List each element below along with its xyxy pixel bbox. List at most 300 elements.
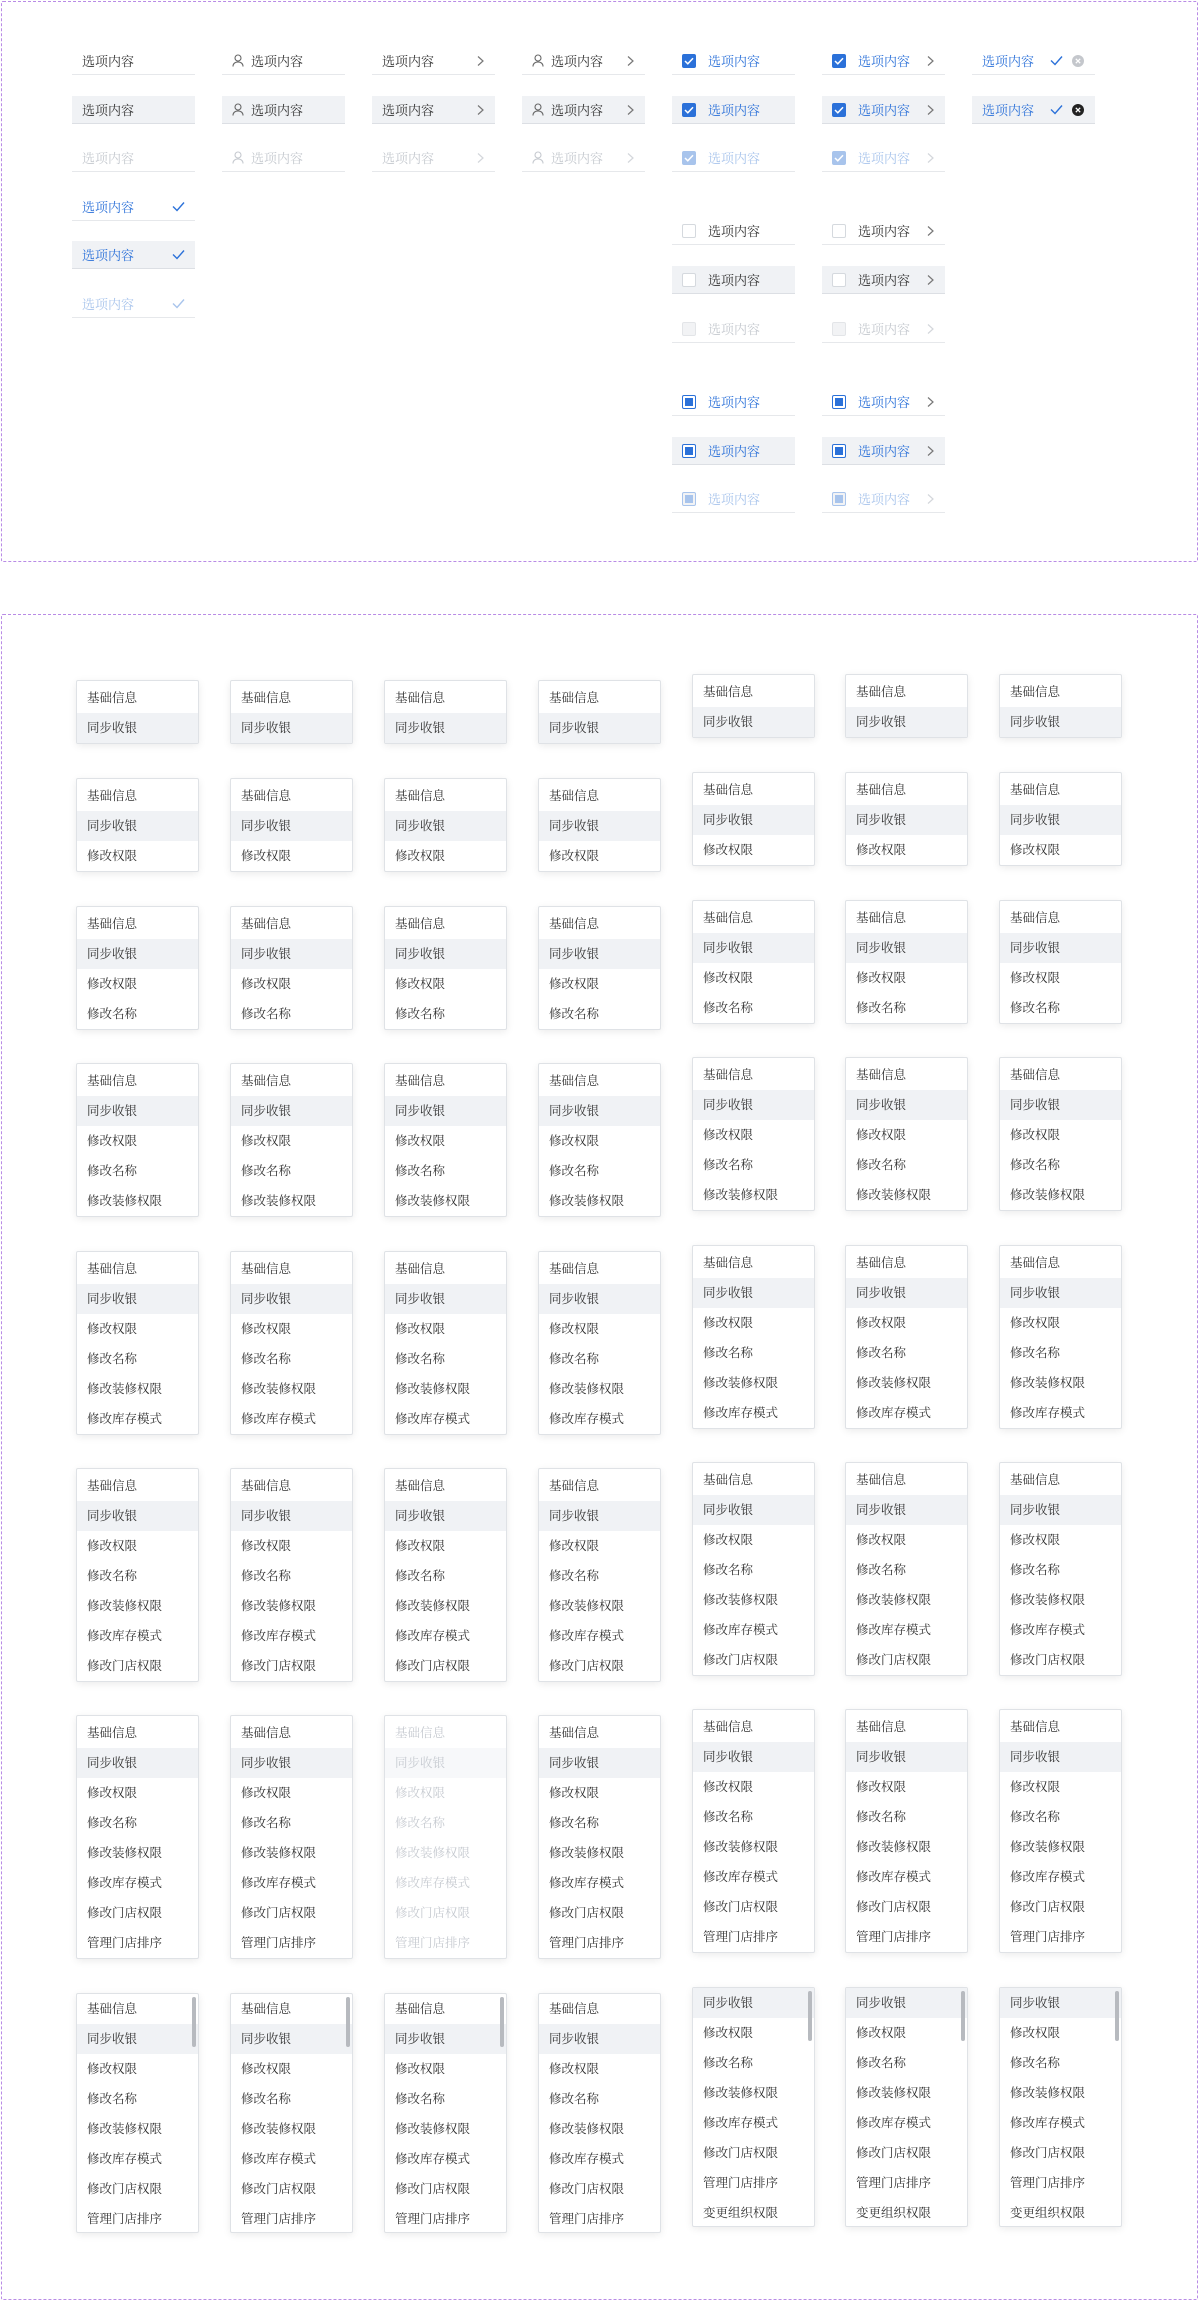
dropdown-item[interactable]: 基础信息 bbox=[856, 1067, 907, 1082]
dropdown-item[interactable]: 修改权限 bbox=[1010, 2025, 1061, 2040]
dropdown-item[interactable]: 修改门店权限 bbox=[395, 1658, 471, 1673]
select-option[interactable] bbox=[972, 96, 1095, 124]
dropdown-item[interactable]: 修改权限 bbox=[1010, 970, 1061, 985]
dropdown-item[interactable]: 基础信息 bbox=[549, 1261, 600, 1276]
dropdown-item[interactable]: 基础信息 bbox=[241, 1478, 292, 1493]
dropdown-item[interactable]: 修改库存模式 bbox=[1010, 1869, 1086, 1884]
dropdown-item[interactable]: 基础信息 bbox=[549, 2001, 600, 2016]
dropdown-item[interactable]: 修改门店权限 bbox=[1010, 2145, 1086, 2160]
dropdown-item[interactable]: 同步收银 bbox=[539, 1748, 660, 1778]
checkbox[interactable] bbox=[682, 444, 696, 458]
dropdown-item[interactable]: 修改权限 bbox=[87, 1785, 138, 1800]
dropdown-item[interactable]: 同步收银 bbox=[846, 1495, 967, 1525]
dropdown-item[interactable]: 修改装修权限 bbox=[395, 1845, 471, 1860]
dropdown-item[interactable]: 修改名称 bbox=[1010, 1809, 1061, 1824]
dropdown-item[interactable]: 修改权限 bbox=[549, 1785, 600, 1800]
dropdown-item[interactable]: 基础信息 bbox=[1010, 684, 1061, 699]
select-option[interactable] bbox=[222, 96, 345, 124]
dropdown-item[interactable]: 修改装修权限 bbox=[549, 1381, 625, 1396]
dropdown-item[interactable]: 同步收银 bbox=[539, 1501, 660, 1531]
dropdown-item[interactable]: 同步收银 bbox=[846, 1988, 967, 2018]
dropdown-item[interactable]: 同步收银 bbox=[539, 939, 660, 969]
dropdown-item[interactable]: 修改权限 bbox=[395, 1538, 446, 1553]
dropdown-item[interactable]: 同步收银 bbox=[77, 811, 198, 841]
dropdown-item[interactable]: 修改装修权限 bbox=[241, 1381, 317, 1396]
dropdown-item[interactable]: 变更组织权限 bbox=[856, 2205, 932, 2220]
checkbox[interactable] bbox=[682, 151, 696, 165]
dropdown-item[interactable]: 修改装修权限 bbox=[856, 1187, 932, 1202]
dropdown-item[interactable]: 同步收银 bbox=[385, 939, 506, 969]
dropdown-item[interactable]: 同步收银 bbox=[539, 1284, 660, 1314]
dropdown-item[interactable]: 修改装修权限 bbox=[703, 1375, 779, 1390]
dropdown-item[interactable]: 修改名称 bbox=[1010, 1000, 1061, 1015]
dropdown-item[interactable]: 修改门店权限 bbox=[1010, 1899, 1086, 1914]
dropdown-item[interactable]: 同步收银 bbox=[231, 1284, 352, 1314]
dropdown-item[interactable]: 修改权限 bbox=[703, 1315, 754, 1330]
dropdown-item[interactable]: 基础信息 bbox=[549, 788, 600, 803]
dropdown-item[interactable]: 同步收银 bbox=[231, 1501, 352, 1531]
dropdown-item[interactable]: 修改库存模式 bbox=[395, 1875, 471, 1890]
dropdown-item[interactable]: 同步收银 bbox=[1000, 707, 1121, 737]
dropdown-item[interactable]: 修改装修权限 bbox=[1010, 1839, 1086, 1854]
dropdown-item[interactable]: 修改门店权限 bbox=[87, 1658, 163, 1673]
dropdown-item[interactable]: 修改名称 bbox=[856, 2055, 907, 2070]
dropdown-item[interactable]: 同步收银 bbox=[846, 1278, 967, 1308]
dropdown-item[interactable]: 基础信息 bbox=[1010, 910, 1061, 925]
select-option[interactable] bbox=[222, 47, 345, 75]
dropdown-item[interactable]: 基础信息 bbox=[856, 782, 907, 797]
dropdown-item[interactable]: 管理门店排序 bbox=[1010, 1929, 1086, 1944]
dropdown-item[interactable]: 管理门店排序 bbox=[856, 1929, 932, 1944]
dropdown-item[interactable]: 修改名称 bbox=[87, 2091, 138, 2106]
dropdown-item[interactable]: 基础信息 bbox=[856, 1255, 907, 1270]
dropdown-item[interactable]: 基础信息 bbox=[1010, 782, 1061, 797]
select-option[interactable] bbox=[72, 193, 195, 221]
dropdown-item[interactable]: 基础信息 bbox=[87, 1073, 138, 1088]
dropdown-item[interactable]: 同步收银 bbox=[77, 1748, 198, 1778]
dropdown-item[interactable]: 基础信息 bbox=[241, 916, 292, 931]
dropdown-item[interactable]: 基础信息 bbox=[549, 1725, 600, 1740]
dropdown-item[interactable]: 同步收银 bbox=[385, 713, 506, 743]
dropdown-item[interactable]: 修改装修权限 bbox=[87, 1598, 163, 1613]
dropdown-item[interactable]: 同步收银 bbox=[1000, 1090, 1121, 1120]
dropdown-item[interactable]: 基础信息 bbox=[395, 690, 446, 705]
dropdown-item[interactable]: 修改名称 bbox=[241, 1351, 292, 1366]
dropdown-item[interactable]: 管理门店排序 bbox=[395, 2211, 471, 2226]
dropdown-item[interactable]: 基础信息 bbox=[703, 684, 754, 699]
dropdown-item[interactable]: 管理门店排序 bbox=[395, 1935, 471, 1950]
dropdown-item[interactable]: 修改库存模式 bbox=[1010, 2115, 1086, 2130]
dropdown-item[interactable]: 修改权限 bbox=[703, 842, 754, 857]
dropdown-item[interactable]: 修改名称 bbox=[241, 1163, 292, 1178]
dropdown-item[interactable]: 管理门店排序 bbox=[87, 1935, 163, 1950]
dropdown-item[interactable]: 同步收银 bbox=[231, 939, 352, 969]
checkbox[interactable] bbox=[832, 54, 846, 68]
scrollbar-thumb[interactable] bbox=[1115, 1991, 1119, 2041]
dropdown-item[interactable]: 修改名称 bbox=[856, 1000, 907, 1015]
dropdown-item[interactable]: 修改权限 bbox=[87, 1133, 138, 1148]
dropdown-item[interactable]: 同步收银 bbox=[385, 1748, 506, 1778]
dropdown-item[interactable]: 同步收银 bbox=[231, 1096, 352, 1126]
select-option[interactable] bbox=[972, 47, 1095, 75]
dropdown-item[interactable]: 管理门店排序 bbox=[241, 1935, 317, 1950]
dropdown-item[interactable]: 修改权限 bbox=[241, 1133, 292, 1148]
dropdown-item[interactable]: 基础信息 bbox=[395, 2001, 446, 2016]
dropdown-item[interactable]: 同步收银 bbox=[693, 1495, 814, 1525]
dropdown-item[interactable]: 基础信息 bbox=[241, 1261, 292, 1276]
dropdown-item[interactable]: 修改权限 bbox=[549, 2061, 600, 2076]
dropdown-item[interactable]: 管理门店排序 bbox=[549, 1935, 625, 1950]
dropdown-item[interactable]: 同步收银 bbox=[693, 707, 814, 737]
dropdown-item[interactable]: 同步收银 bbox=[846, 1742, 967, 1772]
dropdown-item[interactable]: 同步收银 bbox=[385, 811, 506, 841]
checkbox[interactable] bbox=[832, 322, 846, 336]
dropdown-item[interactable]: 修改权限 bbox=[703, 1127, 754, 1142]
dropdown-item[interactable]: 修改装修权限 bbox=[703, 1187, 779, 1202]
dropdown-item[interactable]: 修改库存模式 bbox=[549, 2151, 625, 2166]
dropdown-item[interactable]: 修改装修权限 bbox=[241, 2121, 317, 2136]
dropdown-item[interactable]: 修改装修权限 bbox=[395, 1193, 471, 1208]
dropdown-item[interactable]: 修改装修权限 bbox=[87, 1193, 163, 1208]
dropdown-item[interactable]: 修改装修权限 bbox=[549, 2121, 625, 2136]
dropdown-item[interactable]: 同步收银 bbox=[1000, 1988, 1121, 2018]
dropdown-item[interactable]: 同步收银 bbox=[693, 1988, 814, 2018]
dropdown-item[interactable]: 修改门店权限 bbox=[703, 1899, 779, 1914]
dropdown-item[interactable]: 修改权限 bbox=[856, 1127, 907, 1142]
dropdown-item[interactable]: 同步收银 bbox=[693, 1278, 814, 1308]
dropdown-item[interactable]: 基础信息 bbox=[87, 1261, 138, 1276]
dropdown-item[interactable]: 管理门店排序 bbox=[703, 1929, 779, 1944]
dropdown-item[interactable]: 修改名称 bbox=[549, 1568, 600, 1583]
dropdown-item[interactable]: 修改权限 bbox=[241, 976, 292, 991]
dropdown-item[interactable]: 修改名称 bbox=[395, 1163, 446, 1178]
dropdown-item[interactable]: 修改权限 bbox=[241, 1538, 292, 1553]
dropdown-item[interactable]: 修改门店权限 bbox=[703, 1652, 779, 1667]
dropdown-item[interactable]: 修改权限 bbox=[856, 2025, 907, 2040]
dropdown-item[interactable]: 同步收银 bbox=[539, 713, 660, 743]
dropdown-item[interactable]: 基础信息 bbox=[395, 1073, 446, 1088]
dropdown-item[interactable]: 基础信息 bbox=[856, 684, 907, 699]
select-option[interactable] bbox=[672, 47, 795, 75]
dropdown-item[interactable]: 同步收银 bbox=[539, 2024, 660, 2054]
dropdown-item[interactable]: 修改权限 bbox=[856, 1779, 907, 1794]
dropdown-item[interactable]: 修改名称 bbox=[395, 1006, 446, 1021]
dropdown-item[interactable]: 管理门店排序 bbox=[241, 2211, 317, 2226]
dropdown-item[interactable]: 修改装修权限 bbox=[1010, 2085, 1086, 2100]
dropdown-item[interactable]: 修改权限 bbox=[1010, 842, 1061, 857]
dropdown-item[interactable]: 修改权限 bbox=[549, 1538, 600, 1553]
select-option[interactable] bbox=[522, 96, 645, 124]
dropdown-item[interactable]: 同步收银 bbox=[693, 805, 814, 835]
dropdown-item[interactable]: 基础信息 bbox=[87, 1478, 138, 1493]
dropdown-item[interactable]: 基础信息 bbox=[856, 1472, 907, 1487]
dropdown-item[interactable]: 修改装修权限 bbox=[856, 1839, 932, 1854]
dropdown-item[interactable]: 基础信息 bbox=[241, 2001, 292, 2016]
dropdown-item[interactable]: 修改权限 bbox=[395, 2061, 446, 2076]
select-option[interactable] bbox=[822, 47, 945, 75]
dropdown-item[interactable]: 修改装修权限 bbox=[1010, 1592, 1086, 1607]
dropdown-item[interactable]: 修改门店权限 bbox=[856, 1899, 932, 1914]
dropdown-item[interactable]: 修改库存模式 bbox=[395, 1411, 471, 1426]
select-option[interactable] bbox=[672, 388, 795, 416]
dropdown-item[interactable]: 同步收银 bbox=[231, 811, 352, 841]
dropdown-item[interactable]: 修改名称 bbox=[241, 1815, 292, 1830]
dropdown-item[interactable]: 修改权限 bbox=[549, 848, 600, 863]
dropdown-item[interactable]: 修改名称 bbox=[241, 2091, 292, 2106]
dropdown-item[interactable]: 修改装修权限 bbox=[1010, 1375, 1086, 1390]
dropdown-item[interactable]: 变更组织权限 bbox=[703, 2205, 779, 2220]
dropdown-item[interactable]: 修改门店权限 bbox=[87, 2181, 163, 2196]
dropdown-item[interactable]: 修改门店权限 bbox=[241, 2181, 317, 2196]
dropdown-item[interactable]: 同步收银 bbox=[693, 1090, 814, 1120]
dropdown-item[interactable]: 基础信息 bbox=[549, 916, 600, 931]
dropdown-item[interactable]: 修改库存模式 bbox=[395, 1628, 471, 1643]
dropdown-item[interactable]: 基础信息 bbox=[241, 1073, 292, 1088]
dropdown-item[interactable]: 同步收银 bbox=[1000, 1495, 1121, 1525]
dropdown-item[interactable]: 修改装修权限 bbox=[549, 1845, 625, 1860]
dropdown-item[interactable]: 修改装修权限 bbox=[856, 1375, 932, 1390]
dropdown-item[interactable]: 修改装修权限 bbox=[856, 2085, 932, 2100]
dropdown-item[interactable]: 修改名称 bbox=[395, 1351, 446, 1366]
dropdown-item[interactable]: 修改权限 bbox=[395, 1133, 446, 1148]
select-option[interactable] bbox=[822, 217, 945, 245]
dropdown-item[interactable]: 基础信息 bbox=[703, 910, 754, 925]
dropdown-item[interactable]: 修改权限 bbox=[1010, 1315, 1061, 1330]
dropdown-item[interactable]: 同步收银 bbox=[693, 933, 814, 963]
dropdown-item[interactable]: 基础信息 bbox=[395, 788, 446, 803]
dropdown-item[interactable]: 修改装修权限 bbox=[549, 1598, 625, 1613]
dropdown-item[interactable]: 修改权限 bbox=[395, 1321, 446, 1336]
dropdown-item[interactable]: 同步收银 bbox=[846, 1090, 967, 1120]
dropdown-item[interactable]: 修改门店权限 bbox=[1010, 1652, 1086, 1667]
select-option[interactable] bbox=[372, 47, 495, 75]
checkbox[interactable] bbox=[832, 273, 846, 287]
dropdown-item[interactable]: 修改门店权限 bbox=[395, 1905, 471, 1920]
dropdown-item[interactable]: 管理门店排序 bbox=[549, 2211, 625, 2226]
dropdown-item[interactable]: 修改名称 bbox=[549, 1163, 600, 1178]
dropdown-item[interactable]: 修改名称 bbox=[703, 1157, 754, 1172]
dropdown-item[interactable]: 修改名称 bbox=[395, 1568, 446, 1583]
dropdown-item[interactable]: 同步收银 bbox=[539, 811, 660, 841]
dropdown-item[interactable]: 修改权限 bbox=[395, 976, 446, 991]
dropdown-item[interactable]: 修改权限 bbox=[703, 1779, 754, 1794]
dropdown-item[interactable]: 基础信息 bbox=[703, 1472, 754, 1487]
dropdown-item[interactable]: 修改权限 bbox=[241, 848, 292, 863]
dropdown-item[interactable]: 修改门店权限 bbox=[241, 1905, 317, 1920]
dropdown-item[interactable]: 基础信息 bbox=[1010, 1472, 1061, 1487]
dropdown-item[interactable]: 修改库存模式 bbox=[87, 2151, 163, 2166]
dropdown-item[interactable]: 基础信息 bbox=[703, 1719, 754, 1734]
select-option[interactable] bbox=[822, 388, 945, 416]
dropdown-item[interactable]: 基础信息 bbox=[87, 690, 138, 705]
dropdown-item[interactable]: 基础信息 bbox=[1010, 1719, 1061, 1734]
dropdown-item[interactable]: 修改名称 bbox=[549, 2091, 600, 2106]
dropdown-item[interactable]: 同步收银 bbox=[693, 1742, 814, 1772]
dropdown-item[interactable]: 修改门店权限 bbox=[703, 2145, 779, 2160]
dropdown-item[interactable]: 修改权限 bbox=[241, 1785, 292, 1800]
dropdown-item[interactable]: 基础信息 bbox=[395, 1478, 446, 1493]
dropdown-item[interactable]: 基础信息 bbox=[549, 1478, 600, 1493]
dropdown-item[interactable]: 修改权限 bbox=[856, 842, 907, 857]
dropdown-item[interactable]: 同步收银 bbox=[231, 713, 352, 743]
dropdown-item[interactable]: 修改库存模式 bbox=[856, 1622, 932, 1637]
dropdown-item[interactable]: 修改权限 bbox=[87, 1538, 138, 1553]
dropdown-item[interactable]: 修改库存模式 bbox=[549, 1875, 625, 1890]
dropdown-item[interactable]: 修改库存模式 bbox=[703, 2115, 779, 2130]
select-option[interactable] bbox=[672, 217, 795, 245]
scrollbar-thumb[interactable] bbox=[500, 1997, 504, 2047]
dropdown-item[interactable]: 修改权限 bbox=[87, 848, 138, 863]
dropdown-item[interactable]: 修改名称 bbox=[703, 1809, 754, 1824]
dropdown-item[interactable]: 修改名称 bbox=[1010, 1345, 1061, 1360]
dropdown-item[interactable]: 同步收银 bbox=[846, 805, 967, 835]
dropdown-item[interactable]: 修改权限 bbox=[1010, 1779, 1061, 1794]
select-option[interactable] bbox=[72, 241, 195, 269]
dropdown-item[interactable]: 基础信息 bbox=[1010, 1255, 1061, 1270]
dropdown-item[interactable]: 同步收银 bbox=[1000, 933, 1121, 963]
dropdown-item[interactable]: 同步收银 bbox=[77, 1096, 198, 1126]
dropdown-item[interactable]: 基础信息 bbox=[1010, 1067, 1061, 1082]
dropdown-item[interactable]: 修改库存模式 bbox=[703, 1405, 779, 1420]
dropdown-item[interactable]: 修改名称 bbox=[549, 1815, 600, 1830]
dropdown-item[interactable]: 同步收银 bbox=[231, 1748, 352, 1778]
select-option[interactable] bbox=[372, 96, 495, 124]
checkbox[interactable] bbox=[832, 444, 846, 458]
dropdown-item[interactable]: 同步收银 bbox=[231, 2024, 352, 2054]
dropdown-item[interactable]: 修改装修权限 bbox=[87, 1381, 163, 1396]
dropdown-item[interactable]: 基础信息 bbox=[395, 916, 446, 931]
dropdown-item[interactable]: 基础信息 bbox=[241, 690, 292, 705]
dropdown-item[interactable]: 修改库存模式 bbox=[703, 1622, 779, 1637]
dropdown-item[interactable]: 修改权限 bbox=[549, 976, 600, 991]
dropdown-item[interactable]: 同步收银 bbox=[385, 1284, 506, 1314]
dropdown-item[interactable]: 修改权限 bbox=[1010, 1127, 1061, 1142]
dropdown-item[interactable]: 基础信息 bbox=[703, 1067, 754, 1082]
scrollbar-thumb[interactable] bbox=[346, 1997, 350, 2047]
dropdown-item[interactable]: 基础信息 bbox=[87, 916, 138, 931]
dropdown-item[interactable]: 同步收银 bbox=[385, 1096, 506, 1126]
dropdown-item[interactable]: 修改权限 bbox=[87, 1321, 138, 1336]
dropdown-item[interactable]: 同步收银 bbox=[77, 1284, 198, 1314]
dropdown-item[interactable]: 变更组织权限 bbox=[1010, 2205, 1086, 2220]
dropdown-item[interactable]: 修改名称 bbox=[703, 1345, 754, 1360]
dropdown-item[interactable]: 修改名称 bbox=[703, 1000, 754, 1015]
dropdown-item[interactable]: 管理门店排序 bbox=[1010, 2175, 1086, 2190]
select-option[interactable] bbox=[522, 47, 645, 75]
dropdown-item[interactable]: 同步收银 bbox=[846, 707, 967, 737]
select-option[interactable] bbox=[672, 266, 795, 294]
dropdown-item[interactable]: 基础信息 bbox=[241, 1725, 292, 1740]
dropdown-item[interactable]: 修改装修权限 bbox=[395, 2121, 471, 2136]
dropdown-item[interactable]: 基础信息 bbox=[703, 1255, 754, 1270]
dropdown-item[interactable]: 修改装修权限 bbox=[395, 1598, 471, 1613]
dropdown-item[interactable]: 修改库存模式 bbox=[241, 1875, 317, 1890]
dropdown-item[interactable]: 修改库存模式 bbox=[241, 1628, 317, 1643]
dropdown-item[interactable]: 修改装修权限 bbox=[87, 2121, 163, 2136]
dropdown-item[interactable]: 修改库存模式 bbox=[1010, 1622, 1086, 1637]
dropdown-item[interactable]: 修改名称 bbox=[241, 1006, 292, 1021]
dropdown-item[interactable]: 管理门店排序 bbox=[703, 2175, 779, 2190]
dropdown-item[interactable]: 修改门店权限 bbox=[549, 2181, 625, 2196]
dropdown-item[interactable]: 修改装修权限 bbox=[1010, 1187, 1086, 1202]
dropdown-item[interactable]: 修改名称 bbox=[395, 1815, 446, 1830]
checkbox[interactable] bbox=[682, 492, 696, 506]
dropdown-item[interactable]: 修改权限 bbox=[241, 1321, 292, 1336]
select-option[interactable] bbox=[822, 96, 945, 124]
dropdown-item[interactable]: 同步收银 bbox=[1000, 805, 1121, 835]
dropdown-item[interactable]: 修改装修权限 bbox=[549, 1193, 625, 1208]
dropdown-item[interactable]: 修改名称 bbox=[856, 1562, 907, 1577]
select-option[interactable] bbox=[672, 96, 795, 124]
dropdown-item[interactable]: 同步收银 bbox=[1000, 1742, 1121, 1772]
dropdown-item[interactable]: 同步收银 bbox=[77, 939, 198, 969]
dropdown-item[interactable]: 基础信息 bbox=[703, 782, 754, 797]
dropdown-item[interactable]: 修改门店权限 bbox=[241, 1658, 317, 1673]
scrollbar-thumb[interactable] bbox=[808, 1991, 812, 2041]
dropdown-item[interactable]: 修改装修权限 bbox=[856, 1592, 932, 1607]
dropdown-item[interactable]: 修改库存模式 bbox=[395, 2151, 471, 2166]
dropdown-item[interactable]: 修改权限 bbox=[703, 970, 754, 985]
dropdown-item[interactable]: 修改名称 bbox=[856, 1809, 907, 1824]
dropdown-item[interactable]: 修改库存模式 bbox=[87, 1628, 163, 1643]
dropdown-item[interactable]: 修改名称 bbox=[1010, 2055, 1061, 2070]
dropdown-item[interactable]: 修改库存模式 bbox=[703, 1869, 779, 1884]
dropdown-item[interactable]: 修改名称 bbox=[549, 1351, 600, 1366]
dropdown-item[interactable]: 修改装修权限 bbox=[703, 1839, 779, 1854]
dropdown-item[interactable]: 修改门店权限 bbox=[549, 1658, 625, 1673]
dropdown-item[interactable]: 修改装修权限 bbox=[241, 1598, 317, 1613]
dropdown-item[interactable]: 修改库存模式 bbox=[856, 1869, 932, 1884]
dropdown-item[interactable]: 修改门店权限 bbox=[856, 1652, 932, 1667]
dropdown-item[interactable]: 同步收银 bbox=[385, 1501, 506, 1531]
checkbox[interactable] bbox=[832, 103, 846, 117]
dropdown-item[interactable]: 修改装修权限 bbox=[703, 2085, 779, 2100]
dropdown-item[interactable]: 修改权限 bbox=[395, 848, 446, 863]
dropdown-item[interactable]: 基础信息 bbox=[395, 1261, 446, 1276]
dropdown-item[interactable]: 修改库存模式 bbox=[241, 1411, 317, 1426]
checkbox[interactable] bbox=[682, 103, 696, 117]
dropdown-item[interactable]: 同步收银 bbox=[846, 933, 967, 963]
dropdown-item[interactable]: 同步收银 bbox=[385, 2024, 506, 2054]
dropdown-item[interactable]: 修改权限 bbox=[87, 2061, 138, 2076]
select-option[interactable] bbox=[72, 96, 195, 124]
dropdown-item[interactable]: 基础信息 bbox=[549, 690, 600, 705]
dropdown-item[interactable]: 修改门店权限 bbox=[549, 1905, 625, 1920]
dropdown-item[interactable]: 同步收银 bbox=[1000, 1278, 1121, 1308]
dropdown-item[interactable]: 修改名称 bbox=[241, 1568, 292, 1583]
dropdown-item[interactable]: 修改权限 bbox=[703, 2025, 754, 2040]
dropdown-item[interactable]: 修改名称 bbox=[1010, 1562, 1061, 1577]
dropdown-item[interactable]: 修改库存模式 bbox=[856, 1405, 932, 1420]
checkbox[interactable] bbox=[682, 224, 696, 238]
dropdown-item[interactable]: 同步收银 bbox=[77, 1501, 198, 1531]
dropdown-item[interactable]: 修改库存模式 bbox=[241, 2151, 317, 2166]
checkbox[interactable] bbox=[682, 395, 696, 409]
select-option[interactable] bbox=[72, 47, 195, 75]
dropdown-item[interactable]: 修改权限 bbox=[395, 1785, 446, 1800]
checkbox[interactable] bbox=[682, 273, 696, 287]
dropdown-item[interactable]: 基础信息 bbox=[87, 1725, 138, 1740]
dropdown-item[interactable]: 基础信息 bbox=[395, 1725, 446, 1740]
dropdown-item[interactable]: 修改权限 bbox=[1010, 1532, 1061, 1547]
dropdown-item[interactable]: 修改名称 bbox=[395, 2091, 446, 2106]
dropdown-item[interactable]: 修改装修权限 bbox=[703, 1592, 779, 1607]
dropdown-item[interactable]: 修改库存模式 bbox=[1010, 1405, 1086, 1420]
select-option[interactable] bbox=[672, 437, 795, 465]
dropdown-item[interactable]: 修改权限 bbox=[703, 1532, 754, 1547]
checkbox[interactable] bbox=[832, 492, 846, 506]
dropdown-item[interactable]: 修改名称 bbox=[1010, 1157, 1061, 1172]
